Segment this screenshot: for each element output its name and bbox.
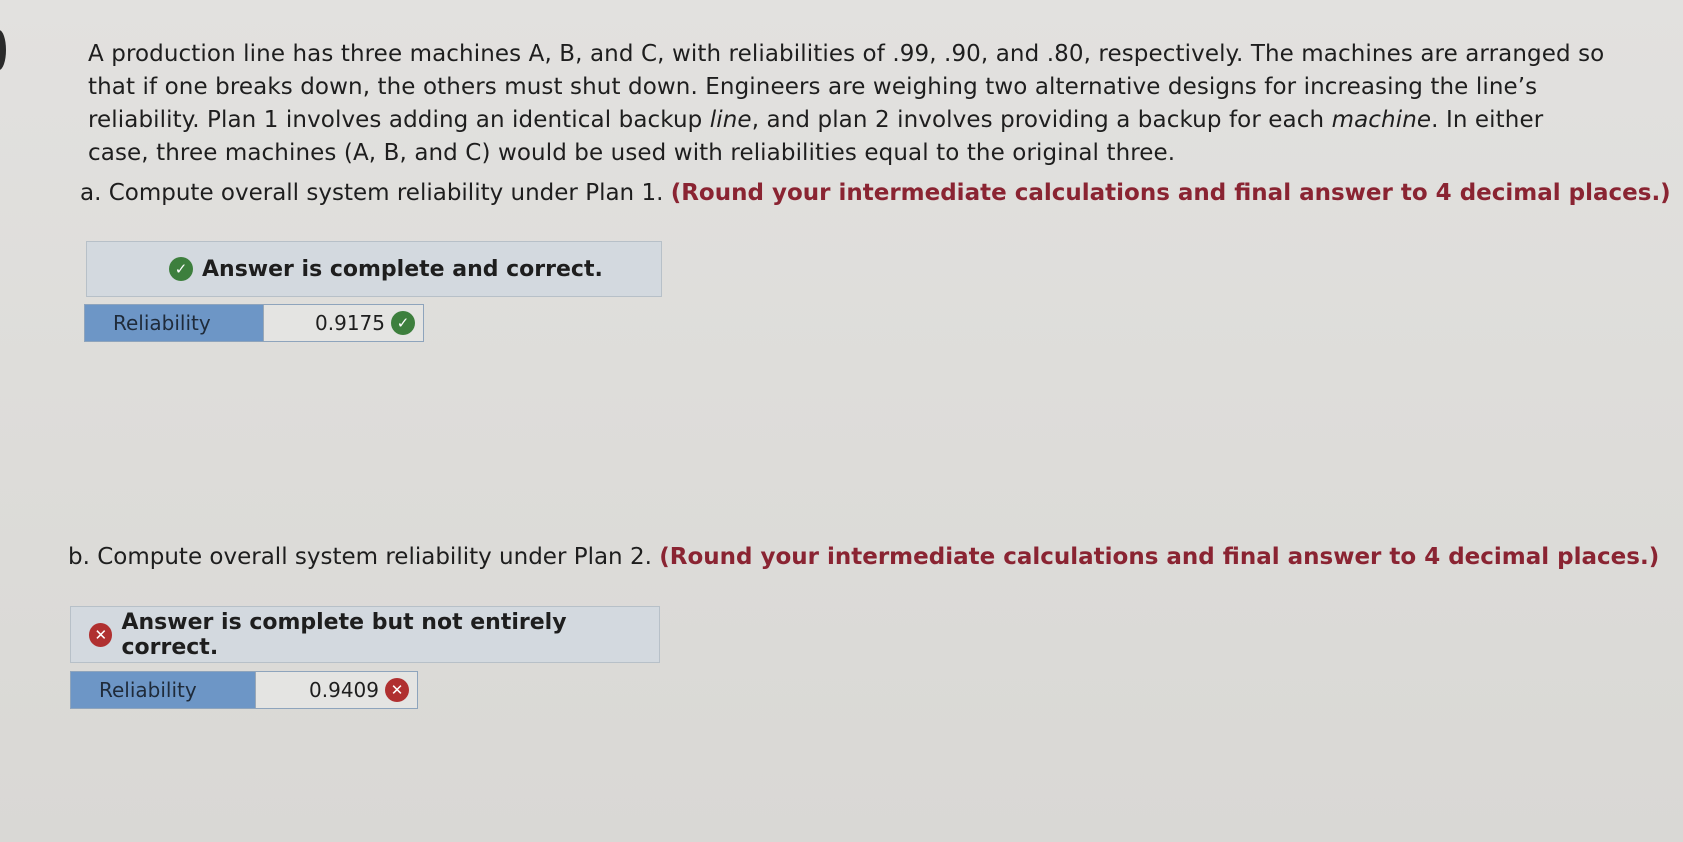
question-a	[80, 178, 1671, 208]
reliability-value-b[interactable]	[255, 672, 417, 708]
problem-emphasis-machine: machine	[1331, 107, 1432, 133]
question-a-instruction: (Round your intermediate calculations and final answer to 4 decimal places.)	[670, 180, 1671, 206]
question-a-text: a. Compute overall system reliability under Plan 1.	[80, 180, 671, 206]
reliability-value-a-text: 0.9175	[315, 311, 385, 335]
answer-status-b-text: Answer is complete but not entirely correct.	[121, 609, 567, 660]
edge-shadow	[0, 30, 6, 70]
answer-row-b	[70, 671, 418, 709]
reliability-value-b-text: 0.9409	[309, 678, 379, 702]
check-circle-icon: ✓	[391, 311, 415, 335]
x-circle-icon: ✕	[89, 623, 112, 647]
problem-text-1: A production line has three machines A, B, and C, with reliabilities of .99, .90, and .80, respectively. The machines are arranged so that if one breaks down, the others must shut down. Engineers are weighing two alternative designs for increasing the line’s reliability. Plan 1 involves adding an identical backup	[88, 41, 1605, 133]
question-b-text: b. Compute overall system reliability under Plan 2.	[68, 544, 660, 570]
reliability-value-a[interactable]	[263, 305, 423, 341]
check-circle-icon: ✓	[169, 257, 193, 281]
x-circle-icon: ✕	[385, 678, 409, 702]
question-b-instruction: (Round your intermediate calculations and final answer to 4 decimal places.)	[659, 544, 1660, 570]
answer-status-b	[70, 606, 660, 663]
question-b	[68, 542, 1659, 572]
problem-text-2: , and plan 2 involves providing a backup for each	[751, 107, 1332, 133]
problem-emphasis-line: line	[709, 107, 752, 133]
answer-status-a	[86, 241, 662, 297]
answer-status-a-text: Answer is complete and correct.	[202, 256, 603, 282]
reliability-label-b: Reliability	[71, 672, 255, 708]
reliability-label-a: Reliability	[85, 305, 263, 341]
problem-text-3: . In either case, three machines (A, B, and C) would be used with reliabilities equal to the original three.	[88, 107, 1544, 166]
answer-row-a	[84, 304, 424, 342]
problem-statement	[88, 38, 1608, 170]
